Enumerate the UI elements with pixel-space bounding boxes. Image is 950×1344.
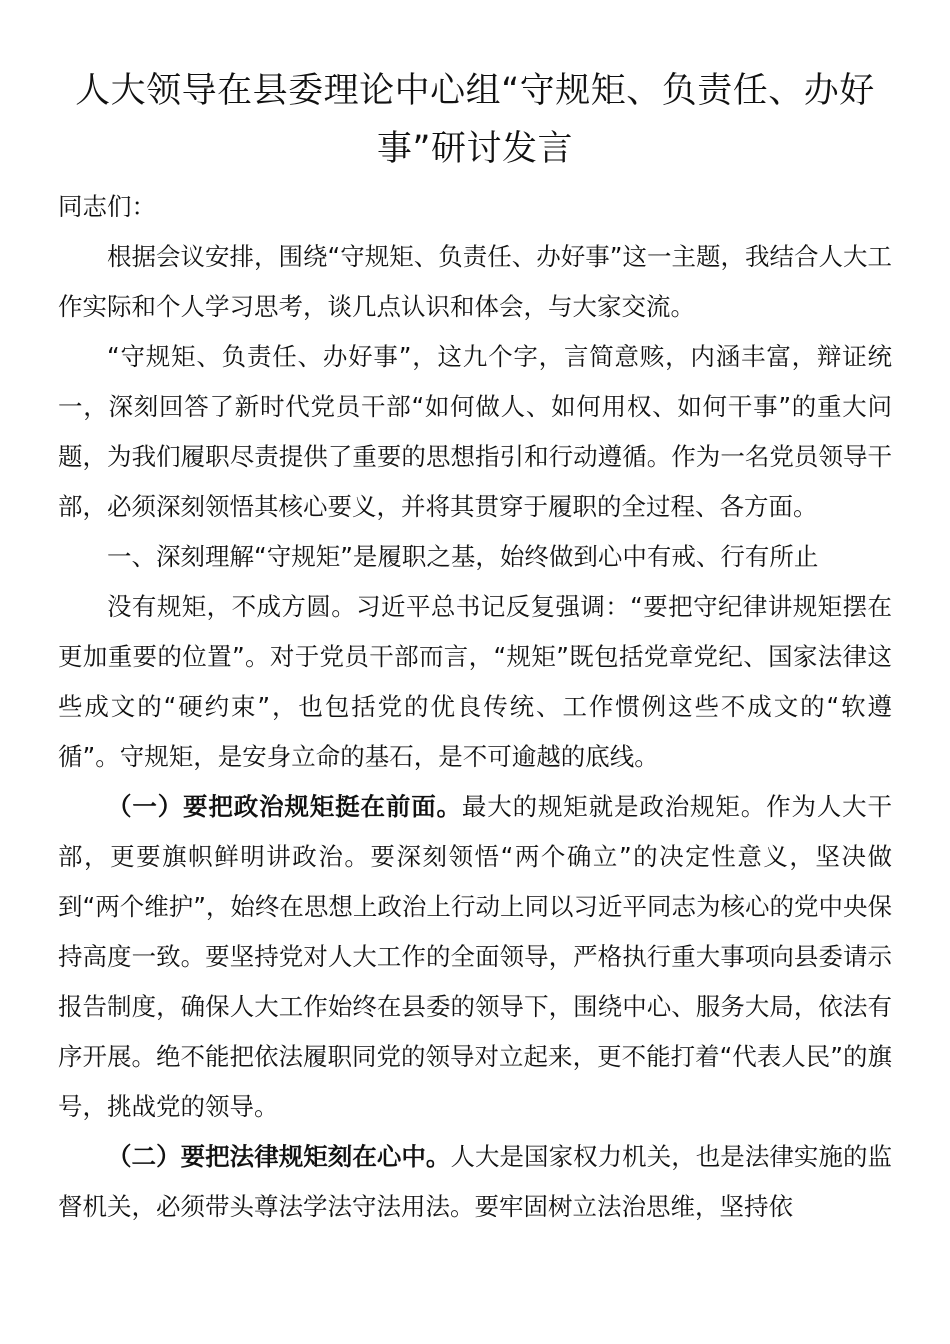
paragraph-rules-importance: 没有规矩，不成方圆。习近平总书记反复强调：“要把守纪律讲规矩摆在更加重要的位置”。对于党员干部而言，“规矩”既包括党章党纪、国家法律这些成文的“硬约束”，也包括党的优良传统、工作惯例这些不成文的“软遵循”。守规矩，是安身立命的基石，是不可逾越的底线。 (58, 592, 892, 771)
salutation: 同志们： (58, 192, 156, 221)
paragraph-legal-rules-body: 人大是国家权力机关，也是法律实施的监督机关，必须带头尊法学法守法用法。要牢固树立法治思维，坚持依 (58, 1142, 892, 1221)
section-heading-1: 一、深刻理解“守规矩”是履职之基，始终做到心中有戒、行有所止 (107, 542, 819, 571)
subheading-political-rules: （一）要把政治规矩挺在前面。 (107, 792, 462, 821)
subheading-legal-rules: （二）要把法律规矩刻在心中。 (107, 1142, 451, 1171)
document-page (58, 62, 892, 1232)
document-title: 人大领导在县委理论中心组“守规矩、负责任、办好事”研讨发言 (75, 71, 875, 169)
paragraph-political-rules (58, 782, 892, 1132)
paragraph-legal-rules (58, 1132, 892, 1232)
paragraph-intro: 根据会议安排，围绕“守规矩、负责任、办好事”这一主题，我结合人大工作实际和个人学习思考，谈几点认识和体会，与大家交流。 (58, 242, 892, 321)
paragraph-theme-meaning: “守规矩、负责任、办好事”，这九个字，言简意赅，内涵丰富，辩证统一，深刻回答了新时代党员干部“如何做人、如何用权、如何干事”的重大问题，为我们履职尽责提供了重要的思想指引和行动遵循。作为一名党员领导干部，必须深刻领悟其核心要义，并将其贯穿于履职的全过程、各方面。 (58, 342, 892, 521)
paragraph-political-rules-body: 最大的规矩就是政治规矩。作为人大干部，更要旗帜鲜明讲政治。要深刻领悟“两个确立”的决定性意义，坚决做到“两个维护”，始终在思想上政治上行动上同以习近平同志为核心的党中央保持高度一致。要坚持党对人大工作的全面领导，严格执行重大事项向县委请示报告制度，确保人大工作始终在县委的领导下，围绕中心、服务大局，依法有序开展。绝不能把依法履职同党的领导对立起来，更不能打着“代表人民”的旗号，挑战党的领导。 (58, 792, 893, 1121)
